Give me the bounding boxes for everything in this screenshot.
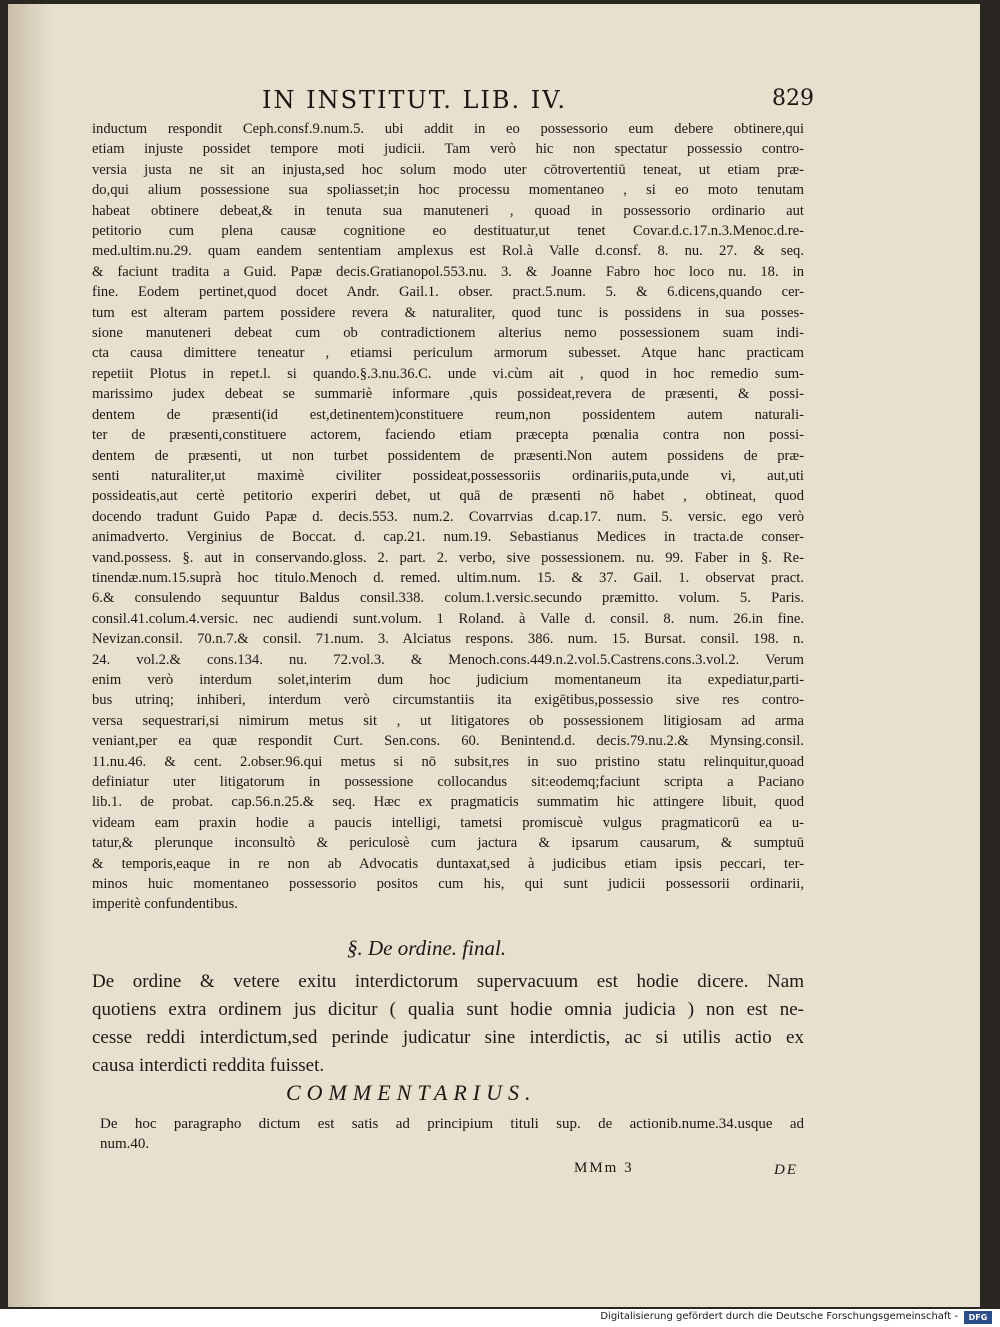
section-heading: §. De ordine. final. — [347, 936, 507, 960]
page-number: 829 — [772, 86, 814, 111]
text-line: docendo tradunt Guido Papæ d. decis.553. num.2. Covarrvias d.cap.17. num. 5. versic. ego verò — [92, 508, 804, 525]
text-line: dentem de præsenti, ut non turbet possidentem de præsenti.Non autem possidens de præ- — [92, 447, 804, 464]
section-line: causa interdicti reddita fuisset. — [92, 1055, 325, 1076]
text-line: tinendæ.num.15.suprà hoc titulo.Menoch d. remed. ultim.num. 15. & 37. Gail. 1. observat pract. — [92, 569, 804, 586]
text-line: & temporis,eaque in re non ab Advocatis duntaxat,sed à judicibus etiam ipsis peccari, ter- — [92, 855, 804, 872]
text-line: tatur,& plerunque inconsultò & periculosè cum jactura & ipsarum causarum, & sumptuū — [92, 835, 804, 852]
text-line: enim verò interdum solet,interim dum hoc judicium momentaneum ita expediatur,parti- — [92, 671, 804, 688]
text-line: & faciunt tradita a Guid. Papæ decis.Gratianopol.553.nu. 3. & Joanne Fabro hoc loco nu. 18. in — [92, 263, 804, 280]
text-line: definiatur uter litigatorum in possessione collocandus sit:eodemq;faciunt scripta a Paciano — [92, 774, 804, 790]
text-line: possideatis,aut certè petitorio experiri debet, ut quā de præsenti nō habet , obtineat, quod — [92, 488, 804, 505]
text-line: 24. vol.2.& cons.134. nu. 72.vol.3. & Menoch.cons.449.n.2.vol.5.Castrens.cons.3.vol.2. Verum — [92, 651, 804, 668]
text-line: consil.41.colum.4.versic. nec audiendi sunt.volum. 1 Roland. à Valle d. consil. 8. num. 26.in fine. — [92, 610, 804, 627]
text-line: cta causa dimittere teneatur , etiamsi periculum armorum subesset. Atque hanc practicam — [92, 345, 804, 362]
dfg-logo-icon: DFG — [964, 1311, 992, 1324]
commentary-heading: COMMENTARIUS. — [286, 1080, 537, 1105]
text-line: 11.nu.46. & cent. 2.obser.96.qui metus si nō subsit,res in suo pristino statu relinquitur,quoad — [92, 753, 804, 770]
text-line: vand.possess. §. aut in conservando.gloss. 2. part. 2. verbo, sive possessionem. nu. 99. Faber in §. Re- — [92, 549, 804, 566]
text-line: inductum respondit Ceph.consf.9.num.5. ubi addit in eo possessorio eum debere obtinere,qui — [92, 121, 804, 137]
commentary-text-block — [100, 1114, 804, 1154]
section-line: De ordine & vetere exitu interdictorum supervacuum est hodie dicere. Nam — [92, 971, 804, 992]
text-line: Nevizan.consil. 70.n.7.& consil. 71.num. 3. Alciatus respons. 386. num. 15. Bursat. consil. 198. n. — [92, 631, 804, 648]
commentary-line: De hoc paragrapho dictum est satis ad principium tituli sup. de actionib.nume.34.usque ad — [100, 1116, 804, 1132]
catchword: DE — [774, 1162, 798, 1178]
text-line: senti naturaliter,ut maximè civiliter possideat,possessoriis ordinariis,puta,unde vi, aut,uti — [92, 467, 804, 484]
text-line: etiam injuste possidet tempore moti judicii. Tam verò hic non spectatur possessio contro- — [92, 141, 804, 158]
main-text-block — [92, 119, 804, 915]
text-line: repetiit Plotus in repet.l. si quando.§.3.nu.36.C. unde vi.cùm ait , quod in hoc remedio sum- — [92, 365, 804, 382]
text-line: imperitè confundentibus. — [92, 896, 238, 913]
text-line: lib.1. de probat. cap.56.n.25.& seq. Hæc ex pragmaticis summatim hic attingere libuit, quod — [92, 794, 804, 811]
section-text-block — [92, 968, 804, 1080]
running-title: IN INSTITUT. LIB. IV. — [262, 86, 568, 114]
text-line: do,qui alium possessione sua spoliasset;in hoc processu momentaneo , si eo moto tenutam — [92, 182, 804, 199]
text-line: tum est alteram partem possidere revera & naturaliter, quod tunc is possidens in sua posses- — [92, 304, 804, 321]
book-leaf — [8, 4, 980, 1307]
text-line: animadverto. Verginius de Boccat. d. cap.21. num.19. Sebastianus Medices in tracta.de conser- — [92, 529, 804, 546]
text-line: fine. Eodem pertinet,quod docet Andr. Gail.1. obser. pract.5.num. 5. & 6.dicens,quando cer- — [92, 284, 804, 301]
text-line: bus utrinq; inhiberi, interdum verò circumstantiis ita exigētibus,possessio sive res contro- — [92, 692, 804, 709]
text-line: marissimo judex debeat se summariè informare ,quis possideat,revera de præsenti, & possi- — [92, 386, 804, 403]
text-line: versia justa ne sit an injusta,sed hoc solum modo uter cōtrovertentiū teneat, ut etiam præ- — [92, 161, 804, 178]
funding-credit: Digitalisierung gefördert durch die Deutsche Forschungsgemeinschaft - — [600, 1311, 958, 1322]
text-line: petitorio cum plena causæ cognitione eo destituatur,ut tenet Covar.d.c.17.n.3.Menoc.d.re- — [92, 223, 804, 240]
digitization-footer — [0, 1309, 1000, 1327]
text-line: sione manuteneri debeat cum ob contradictionem alterius nemo possessionem suam indi- — [92, 325, 804, 342]
commentary-line: num.40. — [100, 1136, 150, 1152]
running-header — [262, 86, 822, 116]
text-line: dentem de præsenti(id est,detinentem)constituere reum,non possidentem autem naturali- — [92, 406, 804, 423]
section-line: quotiens extra ordinem jus dicitur ( qualia sunt hodie omnia judicia ) non est ne- — [92, 999, 804, 1020]
section-line: cesse reddi interdictum,sed perinde judicatur sine interdictis, ac si utilis actio ex — [92, 1027, 804, 1048]
text-line: med.ultim.nu.29. quam eandem sententiam amplexus est Rol.à Valle d.consf. 8. nu. 27. & seq. — [92, 243, 804, 260]
text-line: 6.& consulendo sequuntur Baldus consil.338. colum.1.versic.secundo præmitto. volum. 5. Paris. — [92, 590, 804, 607]
text-line: habeat obtinere debeat,& in tenuta sua manuteneri , quoad in possessorio ordinario aut — [92, 202, 804, 219]
text-line: videam eam praxin hodie a paucis intelligi, tametsi promiscuè vulgus pragmaticorū ea u- — [92, 814, 804, 831]
text-line: minos huic momentaneo possessorio positos cum his, qui sunt judicii possessorii ordinarii, — [92, 876, 804, 893]
gathering-signature: MMm 3 — [574, 1160, 634, 1176]
text-line: versa sequestrari,si nimirum metus sit , ut litigatores ob possessionem litigiosam ad arma — [92, 712, 804, 729]
text-line: ter de præsenti,constituere actorem, faciendo etiam præcepta pœnalia contra non possi- — [92, 427, 804, 444]
text-line: veniant,per ea quæ respondit Curt. Sen.cons. 60. Benintend.d. decis.79.nu.2.& Mynsing.consil. — [92, 733, 804, 750]
